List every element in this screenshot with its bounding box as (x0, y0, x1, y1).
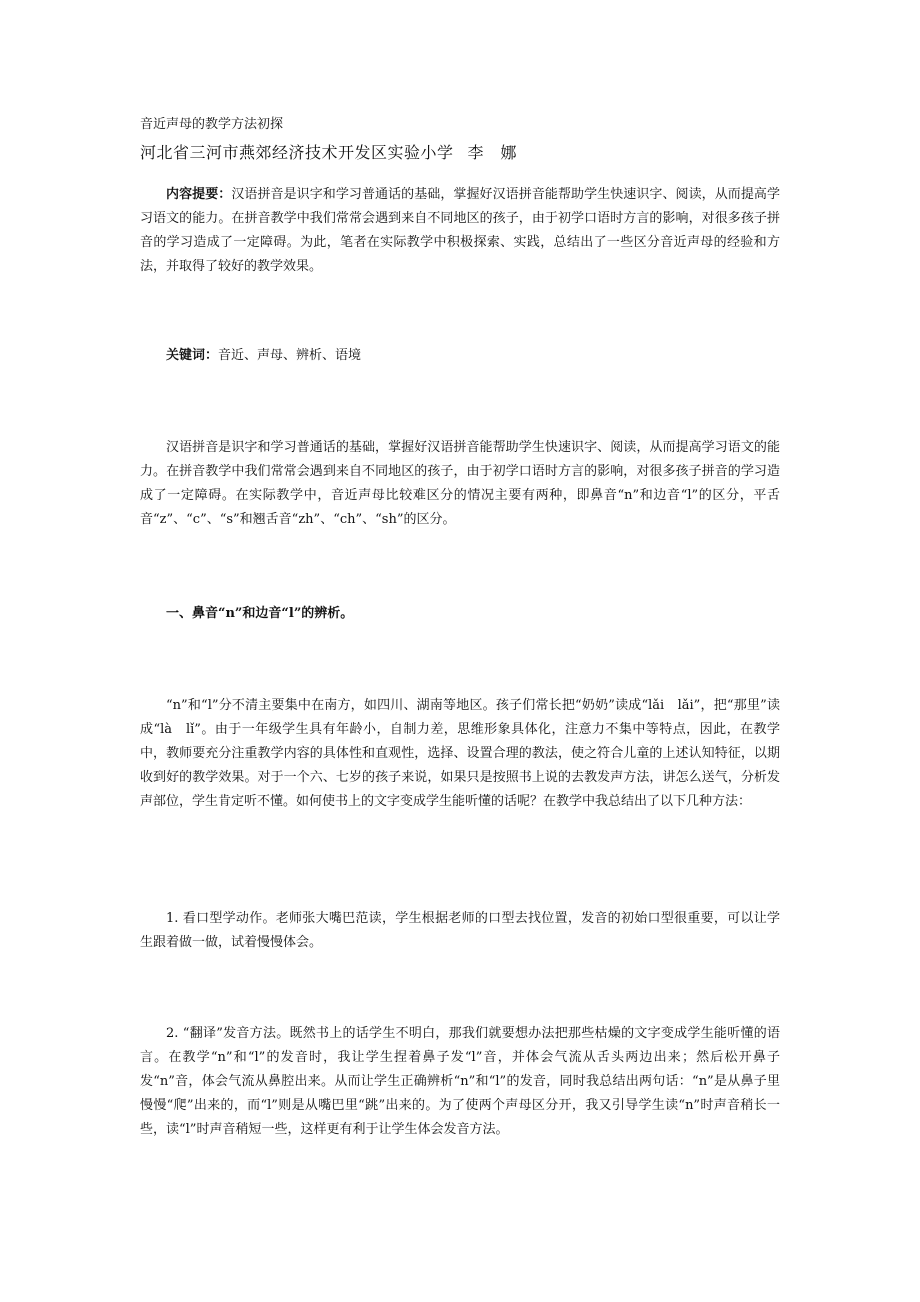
author-line (140, 142, 780, 164)
document-title: 音近声母的教学方法初探 (140, 117, 284, 132)
method-2-paragraph: 2. “翻译”发音方法。既然书上的话学生不明白，那我们就要想办法把那些枯燥的文字变成学生能听懂的语言。在教学“n”和“l”的发音时，我让学生捏着鼻子发“l”音，并体会气流从舌头两边出来；然后松开鼻子发“n”音，体会气流从鼻腔出来。从而让学生正确辨析“n”和“l”的发音，同时我总结出两句话：“n”是从鼻子里慢慢“爬”出来的，而“l”则是从嘴巴里“跳”出来的。为了使两个声母区分开，我又引导学生读“n”时声音稍长一些，读“l”时声音稍短一些，这样更有利于让学生体会发音方法。 (140, 1026, 780, 1137)
keywords (140, 345, 780, 367)
section-1-heading: 一、鼻音“n”和边音“l”的辨析。 (166, 606, 354, 621)
author-affiliation: 河北省三河市燕郊经济技术开发区实验小学 (140, 143, 454, 162)
intro-paragraph: 汉语拼音是识字和学习普通话的基础，掌握好汉语拼音能帮助学生快速识字、阅读，从而提高学习语文的能力。在拼音教学中我们常常会遇到来自不同地区的孩子，由于初学口语时方言的影响，对很多孩子拼音的学习造成了一定障碍。在实际教学中，音近声母比较难区分的情况主要有两种，即鼻音“n”和边音“l”的区分，平舌音“z”、“c”、“s”和翘舌音“zh”、“ch”、“sh”的区分。 (140, 440, 780, 527)
method-1-paragraph: 1. 看口型学动作。老师张大嘴巴范读，学生根据老师的口型去找位置，发音的初始口型很重要，可以让学生跟着做一做，试着慢慢体会。 (140, 911, 780, 950)
abstract-text: 汉语拼音是识字和学习普通话的基础，掌握好汉语拼音能帮助学生快速识字、阅读，从而提高学习语文的能力。在拼音教学中我们常常会遇到来自不同地区的孩子，由于初学口语时方言的影响，对很多孩子拼音的学习造成了一定障碍。为此，笔者在实际教学中积极探索、实践，总结出了一些区分音近声母的经验和方法，并取得了较好的教学效果。 (140, 187, 780, 274)
abstract-label: 内容提要： (166, 187, 232, 202)
abstract (140, 183, 780, 279)
author-name: 李 娜 (467, 143, 518, 162)
keywords-label: 关键词： (166, 348, 219, 363)
keywords-text: 音近、声母、辨析、语境 (218, 348, 362, 363)
section-1-paragraph: “n”和“l”分不清主要集中在南方，如四川、湖南等地区。孩子们常长把“奶奶”读成“lǎi lǎi”，把“那里”读成“là lǐ”。由于一年级学生具有年龄小，自制力差，思维形象具体化，注意力不集中等特点，因此，在教学中，教师要充分注重教学内容的具体性和直观性，选择、设置合理的教法，使之符合儿童的上述认知特征，以期收到好的教学效果。对于一个六、七岁的孩子来说，如果只是按照书上说的去教发声方法，讲怎么送气，分析发声部位，学生肯定听不懂。如何使书上的文字变成学生能听懂的话呢？在教学中我总结出了以下几种方法： (140, 698, 780, 809)
